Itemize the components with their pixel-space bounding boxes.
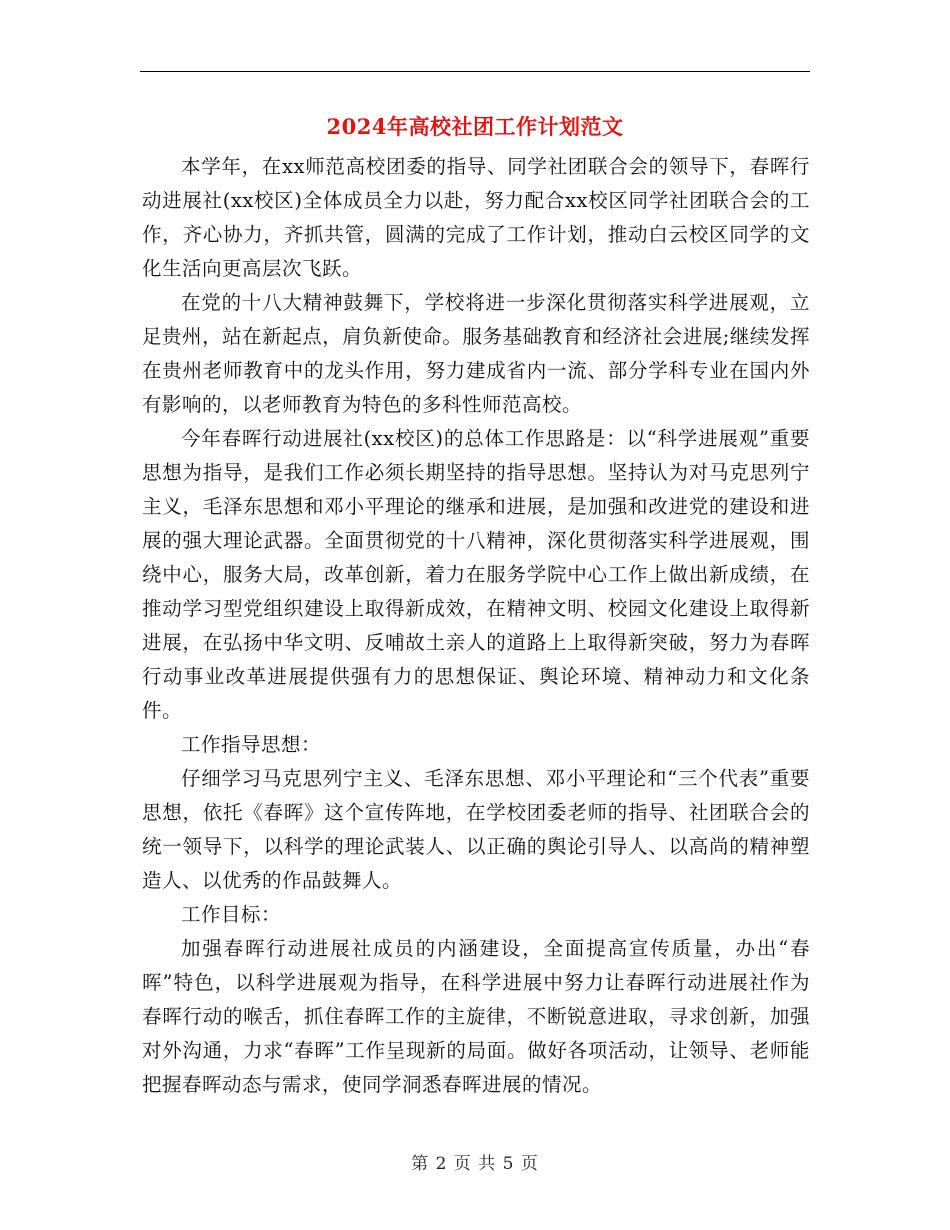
paragraph-work-goals: 加强春晖行动进展社成员的内涵建设，全面提高宣传质量，办出“春晖”特色，以科学进展观为指导，在科学进展中努力让春晖行动进展社作为春晖行动的喉舌，抓住春晖工作的主旋律，不断锐意进取，寻求创新，加强对外沟通，力求“春晖”工作呈现新的局面。做好各项活动，让领导、老师能把握春晖动态与需求，使同学洞悉春晖进展的情况。 — [142, 937, 810, 1096]
paragraph-intro: 本学年，在xx师范高校团委的指导、同学社团联合会的领导下，春晖行动进展社(xx校区)全体成员全力以赴，努力配合xx校区同学社团联合会的工作，齐心协力，齐抓共管，圆满的完成了工作计划，推动白云校区同学的文化生活向更高层次飞跃。 — [142, 155, 810, 280]
paragraph-guiding-ideology: 仔细学习马克思列宁主义、毛泽东思想、邓小平理论和“三个代表”重要思想，依托《春晖》这个宣传阵地，在学校团委老师的指导、社团联合会的统一领导下，以科学的理论武装人、以正确的舆论引导人、以高尚的精神塑造人、以优秀的作品鼓舞人。 — [142, 767, 810, 892]
heading-work-goals: 工作目标： — [181, 903, 282, 926]
heading-guiding-ideology: 工作指导思想： — [181, 733, 322, 756]
paragraph-party-spirit: 在党的十八大精神鼓舞下，学校将进一步深化贯彻落实科学进展观，立足贵州，站在新起点，肩负新使命。服务基础教育和经济社会进展;继续发挥在贵州老师教育中的龙头作用，努力建成省内一流、部分学科专业在国内外有影响的，以老师教育为特色的多科性师范高校。 — [142, 291, 810, 416]
document-body — [142, 150, 810, 1102]
header-rule — [140, 71, 810, 72]
paragraph-overall-approach: 今年春晖行动进展社(xx校区)的总体工作思路是：以“科学进展观”重要思想为指导，是我们工作必须长期坚持的指导思想。坚持认为对马克思列宁主义，毛泽东思想和邓小平理论的继承和进展，是加强和改进党的建设和进展的强大理论武器。全面贯彻党的十八精神，深化贯彻落实科学进展观，围绕中心，服务大局，改革创新，着力在服务学院中心工作上做出新成绩，在推动学习型党组织建设上取得新成效，在精神文明、校园文化建设上取得新进展，在弘扬中华文明、反哺故土亲人的道路上上取得新突破，努力为春晖行动事业改革进展提供强有力的思想保证、舆论环境、精神动力和文化条件。 — [142, 427, 810, 722]
page-number: 第 2 页 共 5 页 — [411, 1154, 539, 1174]
document-title: 2024年高校社团工作计划范文 — [326, 114, 624, 139]
